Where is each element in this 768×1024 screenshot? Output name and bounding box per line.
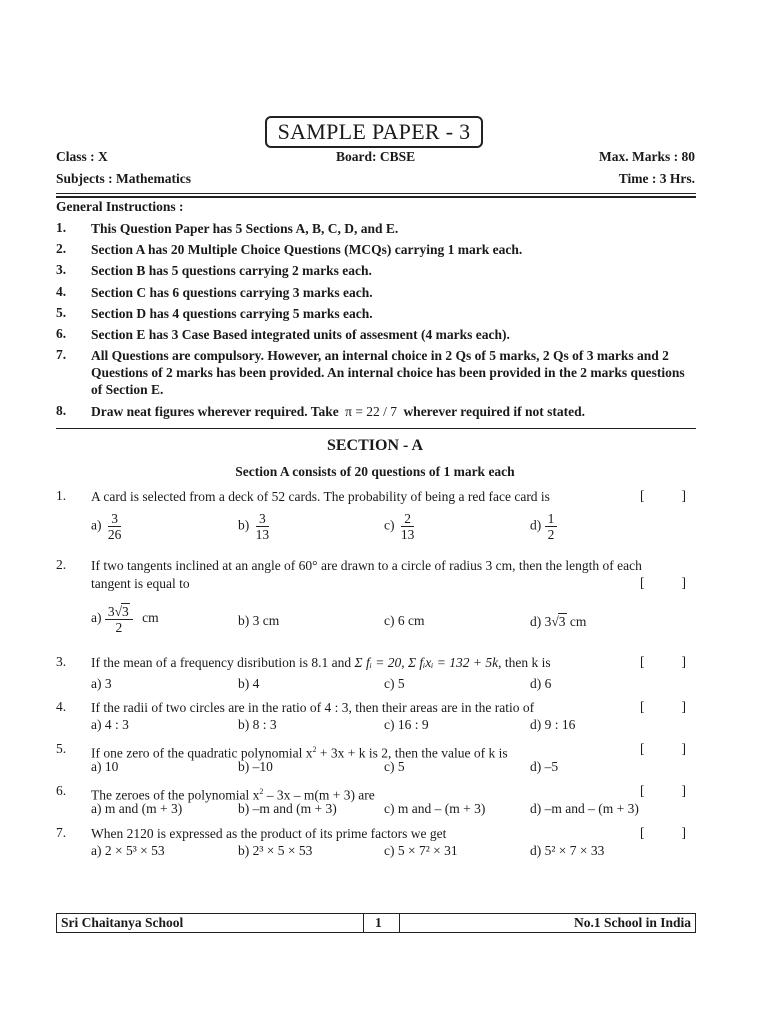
option-d — [530, 843, 604, 859]
bracket-open: [ — [640, 488, 645, 503]
option-value: 5 — [397, 676, 405, 691]
bracket-open: [ — [640, 741, 645, 756]
option-c — [384, 511, 417, 542]
option-b — [238, 511, 272, 542]
answer-bracket — [640, 488, 686, 504]
option-value: 2³ × 5 × 53 — [252, 843, 313, 858]
denominator: 2 — [115, 620, 123, 635]
option-fraction — [398, 511, 418, 542]
numerator: 3 — [108, 511, 121, 527]
numerator: 1 — [545, 511, 558, 527]
class-label: Class : X — [56, 149, 108, 164]
footer-tagline: No.1 School in India — [573, 915, 691, 930]
answer-bracket — [640, 654, 686, 670]
instruction-number: 2. — [56, 241, 67, 256]
instruction-text: Section B has 5 questions carrying 2 marks each. — [91, 263, 372, 278]
option-value: 4 : 3 — [104, 717, 129, 732]
bracket-close: ] — [681, 825, 686, 840]
question-text — [91, 654, 651, 671]
instruction-number: 8. — [56, 403, 67, 418]
option-a — [91, 801, 182, 817]
footer-school-name: Sri Chaitanya School — [61, 915, 184, 930]
option-label: a) — [91, 517, 102, 533]
question-number: 7. — [56, 825, 67, 840]
option-d — [530, 676, 551, 692]
option-label: a) — [91, 801, 102, 816]
option-c — [384, 759, 405, 775]
question-text-before: If one zero of the quadratic polynomial x — [91, 745, 313, 761]
bracket-open: [ — [640, 825, 645, 840]
instruction-text: Section C has 6 questions carrying 3 marks each. — [91, 285, 373, 300]
unit: cm — [569, 614, 587, 629]
option-a — [91, 843, 165, 859]
bracket-open: [ — [640, 575, 645, 590]
option-label: a) — [91, 759, 102, 774]
question-text-after: , then k is — [498, 655, 551, 670]
option-b — [238, 801, 337, 817]
question-text-after: – 3x – m(m + 3) are — [263, 787, 375, 803]
option-label: d) — [530, 801, 542, 816]
max-marks-label: Max. Marks : 80 — [599, 149, 695, 164]
instruction-text-before: Draw neat figures wherever required. Take — [91, 404, 339, 419]
instruction-text: Section D has 4 questions carrying 5 marks each. — [91, 306, 373, 321]
question-text: A card is selected from a deck of 52 cards. The probability of being a red face card is — [91, 489, 550, 504]
denominator: 26 — [107, 527, 122, 542]
instruction-number: 6. — [56, 326, 67, 341]
instructions-heading: General Instructions : — [56, 199, 184, 214]
question-text-before: The zeroes of the polynomial x — [91, 787, 260, 803]
option-value: –10 — [252, 759, 273, 774]
numerator: 3 — [256, 511, 269, 527]
option-b — [238, 717, 277, 733]
option-label: d) — [530, 676, 542, 691]
option-a — [91, 676, 112, 692]
numerator: 3√3 — [105, 603, 133, 620]
instructions-rule — [56, 428, 696, 429]
numerator: 2 — [401, 511, 414, 527]
bracket-open: [ — [640, 783, 645, 798]
option-d — [530, 717, 575, 733]
exponent: 2 — [259, 787, 264, 796]
option-label: b) — [238, 717, 250, 732]
instruction-text: Section A has 20 Multiple Choice Questions (MCQs) carrying 1 mark each. — [91, 242, 523, 257]
option-label: d) — [530, 759, 542, 774]
option-c — [384, 801, 485, 817]
option-label: d) — [530, 614, 542, 629]
bracket-open: [ — [640, 654, 645, 669]
option-value: 5 — [397, 759, 405, 774]
answer-bracket — [640, 699, 686, 715]
option-label: c) — [384, 843, 395, 858]
option-value: 9 : 16 — [544, 717, 576, 732]
board-label: Board: CBSE — [336, 149, 416, 164]
option-d — [530, 759, 558, 775]
option-value: 3 — [104, 676, 112, 691]
radicand: 3 — [558, 614, 566, 629]
option-label: c) — [384, 676, 395, 691]
option-label: b) — [238, 613, 250, 628]
radicand: 3 — [122, 604, 129, 619]
option-label: d) — [530, 717, 542, 732]
option-value: –m and (m + 3) — [252, 801, 337, 816]
footer-divider — [399, 914, 400, 932]
question-text: When 2120 is expressed as the product of its prime factors we get — [91, 826, 447, 841]
bracket-close: ] — [681, 699, 686, 714]
option-value: 5² × 7 × 33 — [544, 843, 605, 858]
option-label: c) — [384, 517, 395, 533]
question-text-before: If the mean of a frequency disribution is 8.1 and — [91, 655, 352, 670]
instruction-text-after: wherever required if not stated. — [403, 404, 586, 419]
option-d: d) 3√3 cm — [530, 614, 587, 629]
header-rule-bottom — [56, 196, 696, 198]
option-b — [238, 613, 279, 629]
option-d — [530, 511, 557, 542]
option-b — [238, 759, 273, 775]
question-text-continued: tangent is equal to — [91, 576, 190, 591]
option-label: a) — [91, 843, 102, 858]
option-value: 2 × 5³ × 53 — [104, 843, 165, 858]
option-value: –5 — [544, 759, 559, 774]
option-label: c) — [384, 717, 395, 732]
option-c — [384, 676, 405, 692]
option-value: 6 — [544, 676, 552, 691]
option-fraction — [253, 511, 273, 542]
option-fraction — [545, 511, 558, 542]
option-a — [91, 511, 124, 542]
option-label: b) — [238, 759, 250, 774]
header-rule-top — [56, 193, 696, 194]
instruction-number: 1. — [56, 220, 67, 235]
bracket-close: ] — [681, 575, 686, 590]
denominator: 13 — [255, 527, 270, 542]
pi-formula: π = 22 / 7 — [345, 404, 398, 419]
coefficient: 3 — [107, 604, 115, 619]
option-value: m and (m + 3) — [104, 801, 183, 816]
answer-bracket — [640, 741, 686, 757]
paper-title: SAMPLE PAPER - 3 — [277, 119, 471, 144]
coefficient: 3 — [544, 614, 552, 629]
instruction-text: All Questions are compulsory. However, an internal choice in 2 Qs of 5 marks, 2 Qs of 3 marks and 2 Questions of 2 marks has been provided. An internal choice has been provided in the 2 marks questions of Section E. — [91, 348, 685, 397]
option-value: –m and – (m + 3) — [544, 801, 639, 816]
instruction-number: 5. — [56, 305, 67, 320]
instruction-number: 7. — [56, 347, 67, 362]
option-c — [384, 613, 425, 629]
option-value: 8 : 3 — [252, 717, 277, 732]
option-d — [530, 801, 639, 817]
instruction-text: This Question Paper has 5 Sections A, B, C, D, and E. — [91, 221, 399, 236]
option-label: b) — [238, 517, 250, 533]
option-value: 10 — [104, 759, 119, 774]
option-label: a) — [91, 610, 102, 626]
subjects-label: Subjects : Mathematics — [56, 171, 191, 186]
option-fraction — [105, 603, 133, 635]
footer-page-number: 1 — [375, 915, 382, 930]
option-label: a) — [91, 717, 102, 732]
option-label: b) — [238, 676, 250, 691]
option-b — [238, 676, 259, 692]
question-number: 6. — [56, 783, 67, 798]
question-number: 1. — [56, 488, 67, 503]
option-label: c) — [384, 613, 395, 628]
option-b — [238, 843, 312, 859]
option-label: a) — [91, 676, 102, 691]
denominator: 2 — [547, 527, 555, 542]
denominator: 13 — [400, 527, 415, 542]
option-label: c) — [384, 801, 395, 816]
question-text — [91, 741, 651, 762]
option-value: 5 × 7² × 31 — [397, 843, 458, 858]
answer-bracket — [640, 825, 686, 841]
paper-title-box — [265, 116, 483, 148]
question-text: If the radii of two circles are in the ratio of 4 : 3, then their areas are in the ratio of — [91, 700, 535, 715]
option-a — [91, 759, 118, 775]
instruction-number: 4. — [56, 284, 67, 299]
bracket-close: ] — [681, 741, 686, 756]
answer-bracket — [640, 783, 686, 799]
option-value: 3 cm — [252, 613, 280, 628]
option-label: d) — [530, 843, 542, 858]
option-a — [91, 603, 159, 635]
bracket-close: ] — [681, 783, 686, 798]
option-value: 16 : 9 — [397, 717, 429, 732]
option-c — [384, 717, 429, 733]
bracket-close: ] — [681, 654, 686, 669]
page-footer — [56, 913, 696, 933]
option-value: 6 cm — [397, 613, 425, 628]
question-text: If two tangents inclined at an angle of 60° are drawn to a circle of radius 3 cm, then the length of each — [91, 558, 642, 573]
sum-formula: Σ fᵢ = 20, Σ fᵢxᵢ = 132 + 5k — [354, 655, 499, 670]
option-label: b) — [238, 801, 250, 816]
unit: cm — [142, 610, 159, 626]
instruction-text — [91, 403, 701, 420]
option-value: m and – (m + 3) — [397, 801, 486, 816]
bracket-open: [ — [640, 699, 645, 714]
question-number: 5. — [56, 741, 67, 756]
option-label: d) — [530, 517, 542, 533]
footer-divider — [363, 914, 364, 932]
option-label: b) — [238, 843, 250, 858]
section-title: SECTION - A — [326, 437, 424, 454]
bracket-close: ] — [681, 488, 686, 503]
instruction-number: 3. — [56, 262, 67, 277]
answer-bracket — [640, 575, 686, 591]
option-c — [384, 843, 458, 859]
option-value: 4 — [252, 676, 260, 691]
question-number: 2. — [56, 557, 67, 572]
option-label: c) — [384, 759, 395, 774]
option-fraction — [105, 511, 125, 542]
question-number: 4. — [56, 699, 67, 714]
time-label: Time : 3 Hrs. — [618, 171, 695, 186]
option-a — [91, 717, 129, 733]
instruction-text: Section E has 3 Case Based integrated units of assesment (4 marks each). — [91, 327, 510, 342]
exponent: 2 — [312, 745, 317, 754]
section-subtitle: Section A consists of 20 questions of 1 mark each — [235, 464, 515, 479]
question-number: 3. — [56, 654, 67, 669]
question-text-after: + 3x + k is 2, then the value of k is — [316, 745, 508, 761]
